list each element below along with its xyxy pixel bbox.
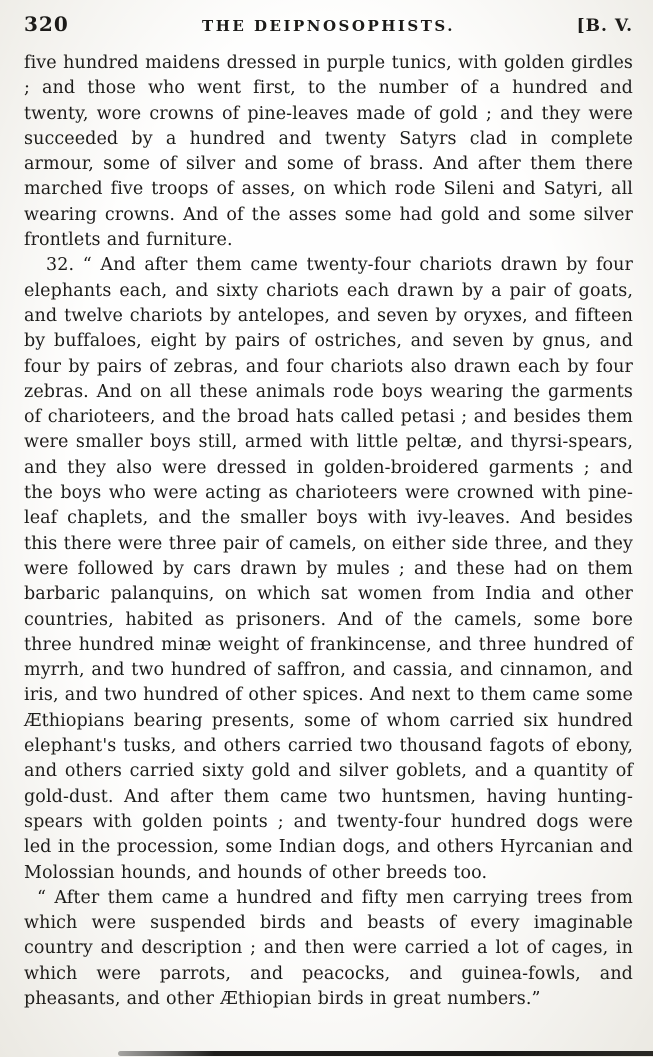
page-body xyxy=(24,51,633,1012)
book-section-marker: [B. V. xyxy=(576,16,633,36)
page-header xyxy=(24,12,633,36)
paragraph-continuation: five hundred maidens dressed in purple tunics, with golden girdles ; and those who went first, to the number of a hundred and twenty, wore crowns of pine-leaves made of gold ; and they were succeeded by a hundred and twenty Satyrs clad in complete armour, some of silver and some of brass. And after them there marched five troops of asses, on which rode Sileni and Satyri, all wearing crowns. And of the asses some had gold and some silver frontlets and furniture. xyxy=(24,53,633,251)
running-title: THE DEIPNOSOPHISTS. xyxy=(202,17,455,35)
paragraph-section-32: 32. “ And after them came twenty-four chariots drawn by four elephants each, and sixty chariots each drawn by a pair of goats, and twelve chariots by antelopes, and seven by oryxes, and fifteen by buffaloes, eight by pairs of ostriches, and seven by gnus, and four by pairs of zebras, and four chariots also drawn each by four zebras. And on all these animals rode boys wearing the garments of charioteers, and the broad hats called petasi ; and besides them were smaller boys still, armed with little peltæ, and thyrsi-spears, and they also were dressed in golden-broidered garments ; and the boys who were acting as charioteers were crowned with pine-leaf chaplets, and the smaller boys with ivy-leaves. And besides this there were three pair of camels, on either side three, and they were followed by cars drawn by mules ; and these had on them barbaric palanquins, on which sat women from India and other countries, habited as prisoners. And of the camels, some bore three hundred minæ weight of frankincense, and three hundred of myrrh, and two hundred of saffron, and cassia, and cinnamon, and iris, and two hundred of other spices. And next to them came some Æthiopians bearing presents, some of whom carried six hundred elephant's tusks, and others carried two thousand fagots of ebony, and others carried sixty gold and silver goblets, and a quantity of gold-dust. And after them came two huntsmen, having hunting-spears with golden points ; and twenty-four hundred dogs were led in the procession, some Indian dogs, and others Hyrcanian and Molossian hounds, and hounds of other breeds too. xyxy=(24,255,633,883)
scan-artifact xyxy=(118,1051,653,1056)
page-number: 320 xyxy=(24,12,69,36)
paragraph-final: “ After them came a hundred and fifty men carrying trees from which were suspended birds and beasts of every imaginable country and description ; and then were carried a lot of cages, in which were parrots, and peacocks, and guinea-fowls, and pheasants, and other Æthiopian birds in great numbers.” xyxy=(24,887,633,1009)
